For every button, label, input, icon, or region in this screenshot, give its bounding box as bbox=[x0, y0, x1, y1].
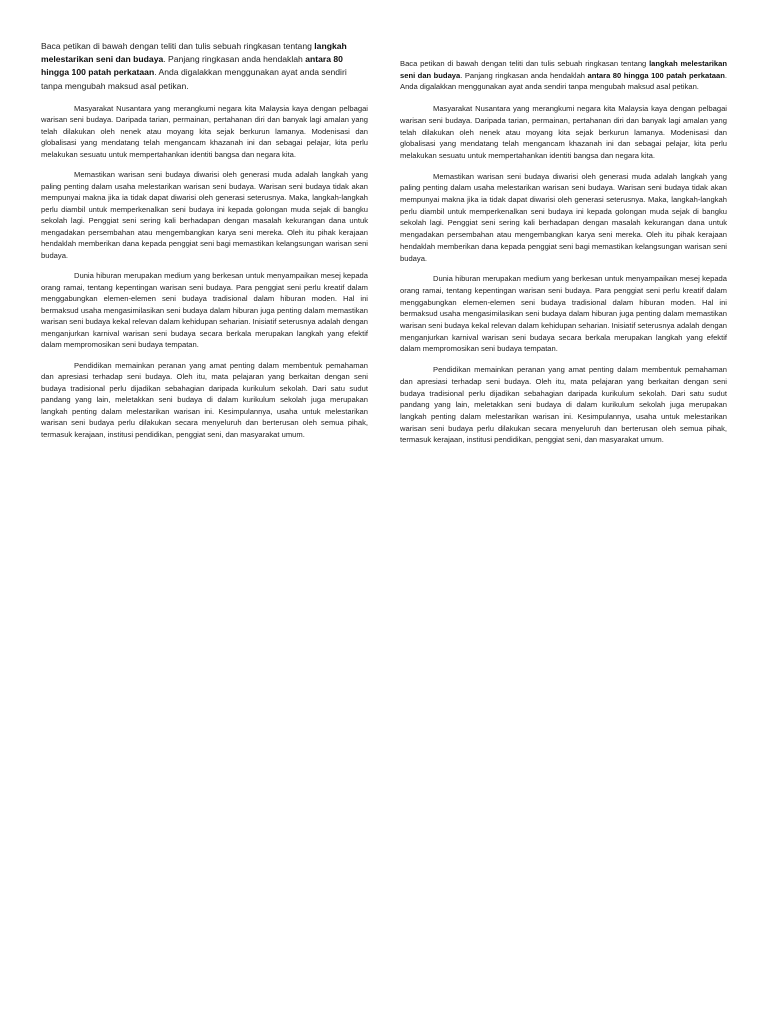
paragraph-4: Pendidikan memainkan peranan yang amat penting dalam membentuk pemahaman dan apresiasi terhadap seni budaya. Oleh itu, mata pelajaran yang berkaitan dengan seni budaya tradisional perlu dijadikan sebahagian daripada kurikulum sekolah. Dari satu sudut pandang yang lain, meletakkan seni budaya di dalam kurikulum sekolah juga merupakan langkah penting dalam melestarikan warisan ini. Kesimpulannya, usaha untuk melestarikan warisan seni budaya perlu dilakukan secara menyeluruh dan berterusan oleh semua pihak, termasuk kerajaan, institusi pendidikan, penggiat seni, dan masyarakat umum. bbox=[400, 365, 727, 445]
paragraph-4: Pendidikan memainkan peranan yang amat penting dalam membentuk pemahaman dan apresiasi terhadap seni budaya. Oleh itu, mata pelajaran yang berkaitan dengan seni budaya tradisional perlu dijadikan sebahagian daripada kurikulum sekolah. Dari satu sudut pandang yang lain, meletakkan seni budaya di dalam kurikulum sekolah juga merupakan langkah penting dalam melestarikan warisan ini. Kesimpulannya, usaha untuk melestarikan warisan seni budaya perlu dilakukan secara menyeluruh dan berterusan oleh semua pihak, termasuk kerajaan, institusi pendidikan, penggiat seni, dan masyarakat umum. bbox=[41, 360, 368, 439]
instruction-text: Baca petikan di bawah dengan teliti dan tulis sebuah ringkasan tentang langkah melestarikan seni dan budaya. Panjang ringkasan anda hendaklah antara 80 hingga 100 patah perkataan. Anda digalakkan menggunakan ayat anda sendiri tanpa mengubah maksud asal petikan. bbox=[41, 41, 347, 91]
instruction-topic: langkah melestarikan seni dan budaya bbox=[400, 59, 727, 80]
instruction-text: Baca petikan di bawah dengan teliti dan tulis sebuah ringkasan tentang langkah melestarikan seni dan budaya. Panjang ringkasan anda hendaklah antara 80 hingga 100 patah perkataan. Anda digalakkan menggunakan ayat anda sendiri tanpa mengubah maksud asal petikan. bbox=[400, 59, 727, 92]
paragraph-1: Masyarakat Nusantara yang merangkumi negara kita Malaysia kaya dengan pelbagai warisan seni budaya. Daripada tarian, permainan, pertahanan diri dan banyak lagi amalan yang telah dilakukan oleh nenek atau moyang kita sejak berkurun lamanya. Modenisasi dan globalisasi yang mendatang telah mengancam khazanah ini dan sebagai pelajar, kita perlu melakukan sesuatu untuk mempertahankan identiti bangsa dan negara kita. bbox=[41, 103, 368, 159]
paragraph-1: Masyarakat Nusantara yang merangkumi negara kita Malaysia kaya dengan pelbagai warisan seni budaya. Daripada tarian, permainan, pertahanan diri dan banyak lagi amalan yang telah dilakukan oleh nenek atau moyang kita sejak berkurun lamanya. Modenisasi dan globalisasi yang mendatang telah mengancam khazanah ini dan sebagai pelajar, kita perlu melakukan sesuatu untuk mempertahankan identiti bangsa dan negara kita. bbox=[400, 104, 727, 160]
instruction-word-count: antara 80 hingga 100 patah perkataan bbox=[587, 70, 725, 80]
page-left bbox=[41, 40, 368, 449]
instruction-word-count: antara 80 hingga 100 patah perkataan bbox=[41, 54, 343, 78]
paragraph-3: Dunia hiburan merupakan medium yang berkesan untuk menyampaikan mesej kepada orang ramai, tentang kepentingan warisan seni budaya. Para penggiat seni perlu kreatif dalam menggabungkan elemen-elemen seni budaya tradisional dalam hiburan moden. Hal ini bermaksud usaha mengasimilasikan seni budaya dalam hiburan juga penting dalam memastikan warisan seni budaya kekal relevan dalam kehidupan seharian. Inisiatif seterusnya adalah dengan menganjurkan karnival warisan seni budaya secara berkala merupakan langkah yang efektif dalam mempromosikan seni budaya tempatan. bbox=[41, 271, 368, 350]
page-right bbox=[400, 58, 727, 455]
instruction-topic: langkah melestarikan seni dan budaya bbox=[41, 41, 347, 65]
paragraph-2: Memastikan warisan seni budaya diwarisi oleh generasi muda adalah langkah yang paling penting dalam usaha melestarikan warisan seni budaya. Warisan seni budaya tidak akan mempunyai makna jika ia tidak dapat diwarisi oleh generasi seterusnya. Maka, langkah-langkah perlu diambil untuk memperkenalkan seni budaya ini kepada golongan muda sejak di bangku sekolah lagi. Penggiat seni sering kali berhadapan dengan masalah kekurangan dana untuk mengadakan persembahan atau mengembangkan karya seni mereka. Oleh itu pihak kerajaan hendaklah memberikan dana kepada penggiat seni bagi memastikan kelangsungan warisan seni budaya. bbox=[400, 171, 727, 263]
paragraph-3: Dunia hiburan merupakan medium yang berkesan untuk menyampaikan mesej kepada orang ramai, tentang kepentingan warisan seni budaya. Para penggiat seni perlu kreatif dalam menggabungkan elemen-elemen seni budaya tradisional dalam hiburan moden. Hal ini bermaksud usaha mengasimilasikan seni budaya dalam hiburan juga penting dalam memastikan warisan seni budaya kekal relevan dalam kehidupan seharian. Inisiatif seterusnya adalah dengan menganjurkan karnival warisan seni budaya secara berkala merupakan langkah yang efektif dalam mempromosikan seni budaya tempatan. bbox=[400, 274, 727, 354]
paragraph-2: Memastikan warisan seni budaya diwarisi oleh generasi muda adalah langkah yang paling penting dalam usaha melestarikan warisan seni budaya. Warisan seni budaya tidak akan mempunyai makna jika ia tidak dapat diwarisi oleh generasi seterusnya. Maka, langkah-langkah perlu diambil untuk memperkenalkan seni budaya ini kepada golongan muda sejak di bangku sekolah lagi. Penggiat seni sering kali berhadapan dengan masalah kekurangan dana untuk mengadakan persembahan atau mengembangkan karya seni mereka. Oleh itu pihak kerajaan hendaklah memberikan dana kepada penggiat seni bagi memastikan kelangsungan warisan seni budaya. bbox=[41, 170, 368, 260]
